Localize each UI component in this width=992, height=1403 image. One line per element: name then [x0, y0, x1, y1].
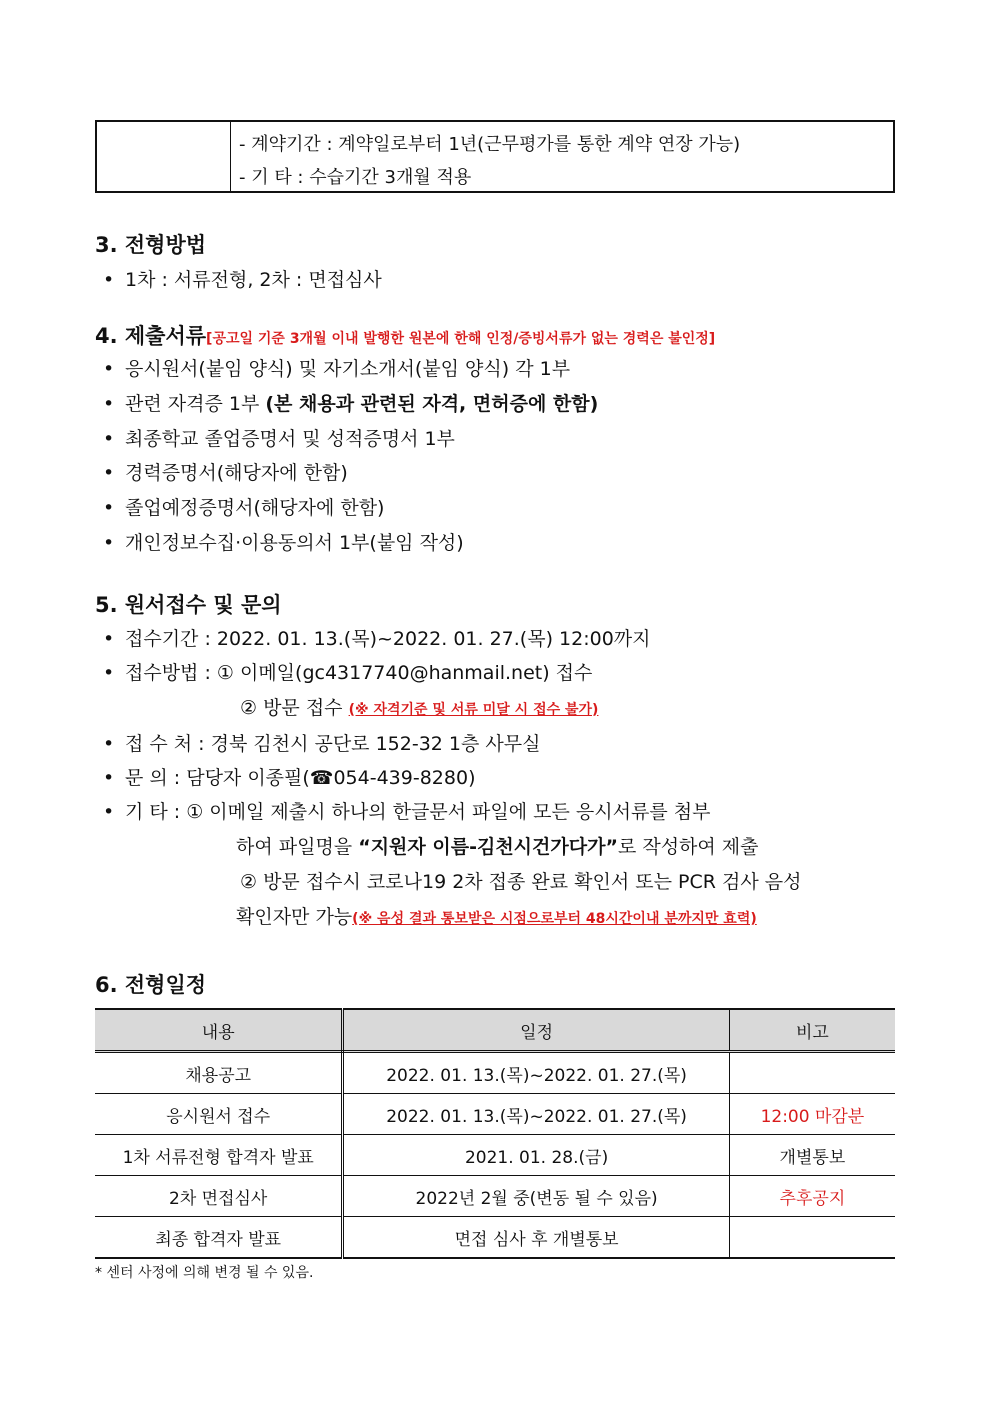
bullet-icon: •: [103, 628, 115, 650]
application-period: • 접수기간 : 2022. 01. 13.(목)~2022. 01. 27.(목) 12:00까지: [103, 628, 651, 650]
table-cell: 2021. 01. 28.(금): [343, 1135, 729, 1176]
bullet-icon: •: [103, 428, 115, 450]
etc-line-1: • 기 타 : ① 이메일 제출시 하나의 한글문서 파일에 모든 응시서류를 첨부: [103, 801, 711, 823]
submission-place: • 접 수 처 : 경북 김천시 공단로 152-32 1층 사무실: [103, 733, 541, 755]
list-item: • 관련 자격증 1부 (본 채용과 관련된 자격, 면허증에 한함): [103, 393, 599, 415]
bullet-icon: •: [103, 497, 115, 519]
table-cell: 응시원서 접수: [95, 1094, 343, 1135]
list-item: • 경력증명서(해당자에 한함): [103, 462, 348, 484]
table-cell: [729, 1052, 895, 1094]
list-item: • 응시원서(붙임 양식) 및 자기소개서(붙임 양식) 각 1부: [103, 358, 571, 380]
license-note: (본 채용과 관련된 자격, 면허증에 한함): [265, 393, 599, 415]
table-header-row: [95, 1009, 895, 1052]
contract-period-line: - 계약기간 : 계약일로부터 1년(근무평가를 통한 계약 연장 가능): [239, 134, 741, 155]
contact-info: • 문 의 : 담당자 이종필(☎054-439-8280): [103, 767, 476, 789]
etc-line-2: 하여 파일명을 “지원자 이름-김천시건가다가”로 작성하여 제출: [236, 836, 759, 858]
table-cell: [729, 1217, 895, 1259]
probation-line: - 기 타 : 수습기간 3개월 적용: [239, 167, 472, 188]
table-row: [95, 1135, 895, 1176]
table-cell: 추후공지: [729, 1176, 895, 1217]
bullet-icon: •: [103, 801, 115, 823]
box-divider: [230, 122, 231, 191]
bullet-icon: •: [103, 269, 115, 291]
section4-title: 4. 제출서류: [95, 324, 207, 348]
table-cell: 2022. 01. 13.(목)~2022. 01. 27.(목): [343, 1052, 729, 1094]
table-cell: 1차 서류전형 합격자 발표: [95, 1135, 343, 1176]
bullet-icon: •: [103, 358, 115, 380]
contract-info-box: [95, 120, 895, 193]
application-method: • 접수방법 : ① 이메일(gc4317740@hanmail.net) 접수: [103, 662, 593, 684]
filename-format: “지원자 이름-김천시건가다가”: [358, 836, 618, 858]
bullet-icon: •: [103, 462, 115, 484]
section3-title: 3. 전형방법: [95, 233, 207, 257]
pcr-validity-note: (※ 음성 결과 통보받은 시점으로부터 48시간이내 분까지만 효력): [352, 911, 757, 927]
footnote: * 센터 사정에 의해 변경 될 수 있음.: [95, 1265, 314, 1281]
table-row: [95, 1217, 895, 1259]
section4-note: [공고일 기준 3개월 이내 발행한 원본에 한해 인정/증빙서류가 없는 경력은 불인정]: [206, 331, 716, 347]
table-cell: 2차 면접심사: [95, 1176, 343, 1217]
schedule-table: [95, 1008, 895, 1259]
section6-title: 6. 전형일정: [95, 973, 207, 997]
section5-title: 5. 원서접수 및 문의: [95, 593, 282, 617]
bullet-icon: •: [103, 393, 115, 415]
bullet-icon: •: [103, 532, 115, 554]
visit-method: ② 방문 접수 (※ 자격기준 및 서류 미달 시 접수 불가): [240, 697, 599, 719]
bullet-icon: •: [103, 733, 115, 755]
table-cell: 2022년 2월 중(변동 될 수 있음): [343, 1176, 729, 1217]
column-header-schedule: 일정: [343, 1009, 729, 1052]
column-header-remarks: 비고: [729, 1009, 895, 1052]
table-cell: 면접 심사 후 개별통보: [343, 1217, 729, 1259]
bullet-icon: •: [103, 767, 115, 789]
list-item: • 최종학교 졸업증명서 및 성적증명서 1부: [103, 428, 455, 450]
table-row: [95, 1094, 895, 1135]
table-cell: 개별통보: [729, 1135, 895, 1176]
etc-line-4: 확인자만 가능(※ 음성 결과 통보받은 시점으로부터 48시간이내 분까지만 효력): [236, 906, 757, 928]
table-row: [95, 1052, 895, 1094]
table-cell: 2022. 01. 13.(목)~2022. 01. 27.(목): [343, 1094, 729, 1135]
table-cell: 채용공고: [95, 1052, 343, 1094]
table-cell: 최종 합격자 발표: [95, 1217, 343, 1259]
column-header-content: 내용: [95, 1009, 343, 1052]
table-row: [95, 1176, 895, 1217]
table-cell: 12:00 마감분: [729, 1094, 895, 1135]
list-item: • 졸업예정증명서(해당자에 한함): [103, 497, 385, 519]
section3-item: • 1차 : 서류전형, 2차 : 면접심사: [103, 269, 382, 291]
visit-method-note: (※ 자격기준 및 서류 미달 시 접수 불가): [348, 702, 599, 718]
list-item: • 개인정보수집·이용동의서 1부(붙임 작성): [103, 532, 464, 554]
section4-heading: [95, 320, 715, 350]
bullet-icon: •: [103, 662, 115, 684]
etc-line-3: ② 방문 접수시 코로나19 2차 접종 완료 확인서 또는 PCR 검사 음성: [240, 871, 802, 893]
